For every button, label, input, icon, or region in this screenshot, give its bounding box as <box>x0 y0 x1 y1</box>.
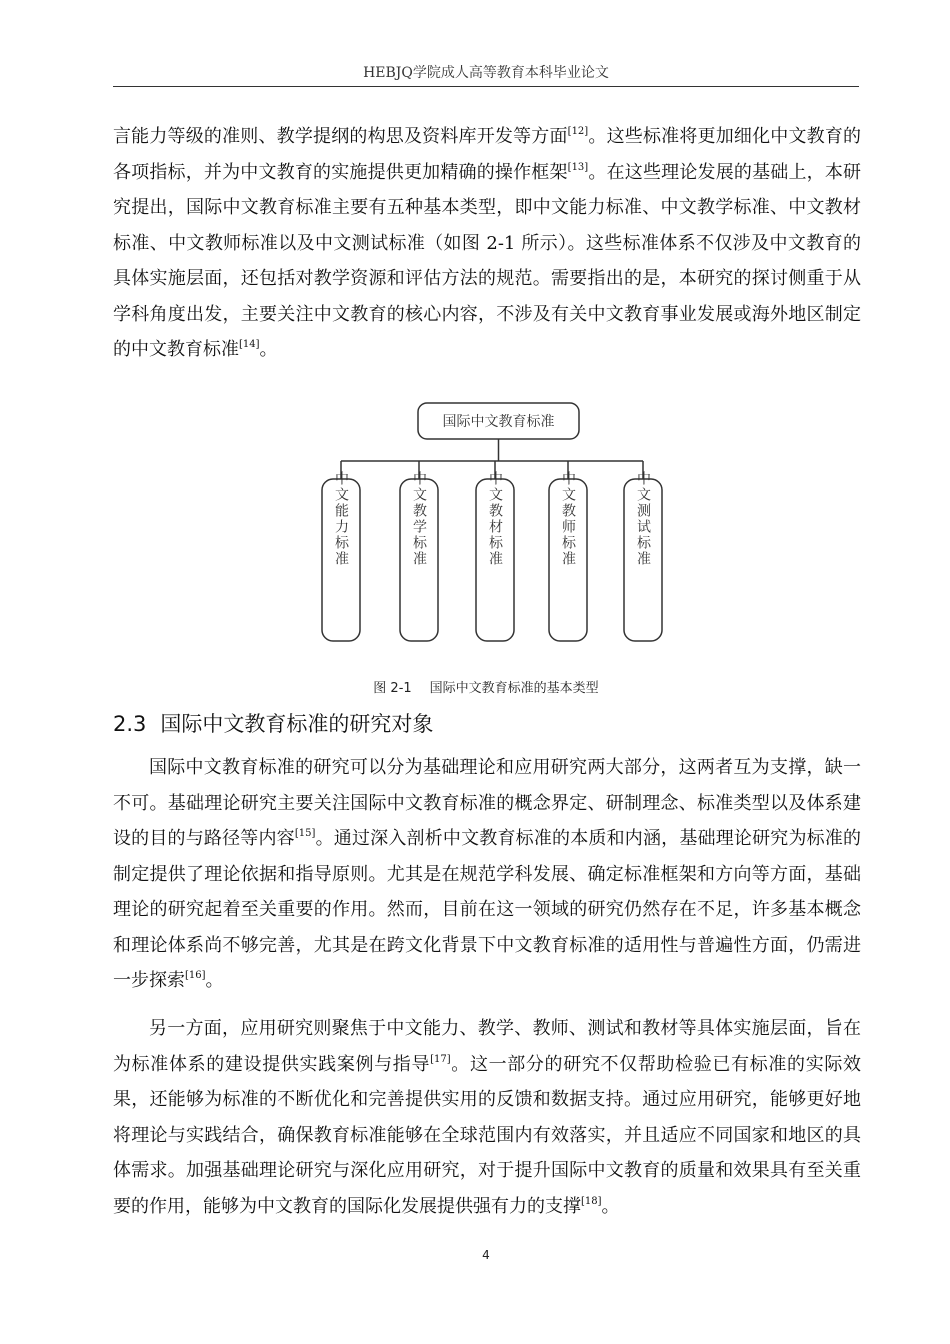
paragraph-3-text-1: 另一方面，应用研究则聚焦于中文能力、教学、教师、测试和教材等具体实施层面，旨在为标准体系的建设提供实践案例与指导 <box>113 1018 861 1075</box>
child-node-label-4: 中文教师标准 <box>560 471 576 567</box>
figure-caption <box>113 677 859 696</box>
running-header: HEBJQ学院成人高等教育本科毕业论文 <box>363 65 609 81</box>
section-title: 国际中文教育标准的研究对象 <box>160 712 434 736</box>
citation-16: [16] <box>185 970 206 981</box>
paragraph-3-text-2: 。这一部分的研究不仅帮助检验已有标准的实际效果，还能够为标准的不断优化和完善提供实用的反馈和数据支持。通过应用研究，能够更好地将理论与实践结合，确保教育标准能够在全球范围内有效落实，并且适应不同国家和地区的具体需求。加强基础理论研究与深化应用研究，对于提升国际中文教育的质量和效果具有至关重要的作用，能够为中文教育的国际化发展提供强有力的支撑 <box>113 1053 862 1217</box>
citation-18: [18] <box>581 1195 602 1207</box>
paragraph-1-text-4: 。 <box>259 339 278 360</box>
figure-caption-text: 国际中文教育标准的基本类型 <box>429 681 599 696</box>
header-rule <box>113 86 859 87</box>
figure-caption-number: 图 2-1 <box>373 681 412 696</box>
section-heading <box>113 707 433 741</box>
paragraph-3-text-3: 。 <box>601 1195 620 1217</box>
figure-2-1 <box>318 401 664 645</box>
child-node-label-1: 中文能力标准 <box>333 471 349 567</box>
citation-15: [15] <box>294 828 316 839</box>
section-number: 2.3 <box>113 712 147 736</box>
child-node-label-3: 中文教材标准 <box>487 471 503 567</box>
paragraph-1-text-3: 。在这些理论发展的基础上，本研究提出，国际中文教育标准主要有五种基本类型，即中文能力标准、中文教学标准、中文教材标准、中文教师标准以及中文测试标准（如图 2-1 所示）。这些标准体系不仅涉及中文教育的具体实施层面，还包括对教学资源和评估方法的规范。需要指出的是，本研究的探讨侧重于从学科角度出发，主要关注中文教育的核心内容，不涉及有关中文教育事业发展或海外地区制定的中文教育标准 <box>113 161 862 360</box>
paragraph-1-text-2: 。这些标准将更加细化中文教育的各项指标，并为中文教育的实施提供更加精确的操作框架 <box>113 126 862 183</box>
paragraph-2-text-2: 。通过深入剖析中文教育标准的本质和内涵，基础理论研究为标准的制定提供了理论依据和指导原则。尤其是在规范学科发展、确定标准框架和方向等方面，基础理论的研究起着至关重要的作用。然而，目前在这一领域的研究仍然存在不足，许多基本概念和理论体系尚不够完善，尤其是在跨文化背景下中文教育标准的适用性与普遍性方面，仍需进一步探索 <box>113 828 862 991</box>
citation-12: [12] <box>567 126 589 137</box>
standards-hierarchy-diagram <box>318 401 664 645</box>
citation-13: [13] <box>567 161 589 173</box>
paragraph-2 <box>113 750 861 999</box>
paragraph-3 <box>113 1011 861 1224</box>
paragraph-2-text-1: 国际中文教育标准的研究可以分为基础理论和应用研究两大部分，这两者互为支撑，缺一不可。基础理论研究主要关注国际中文教育标准的概念界定、研制理念、标准类型以及体系建设的目的与路径等内容 <box>113 757 861 849</box>
child-node-label-5: 中文测试标准 <box>635 471 651 567</box>
root-node-label: 国际中文教育标准 <box>442 414 555 430</box>
citation-14: [14] <box>239 339 260 350</box>
paragraph-1 <box>113 119 861 368</box>
paragraph-1-text-1: 言能力等级的准则、教学提纲的构思及资料库开发等方面 <box>113 126 568 147</box>
citation-17: [17] <box>430 1053 451 1065</box>
child-node-label-2: 中文教学标准 <box>411 471 427 567</box>
page-number: 4 <box>482 1248 490 1262</box>
paragraph-2-text-3: 。 <box>205 970 224 991</box>
